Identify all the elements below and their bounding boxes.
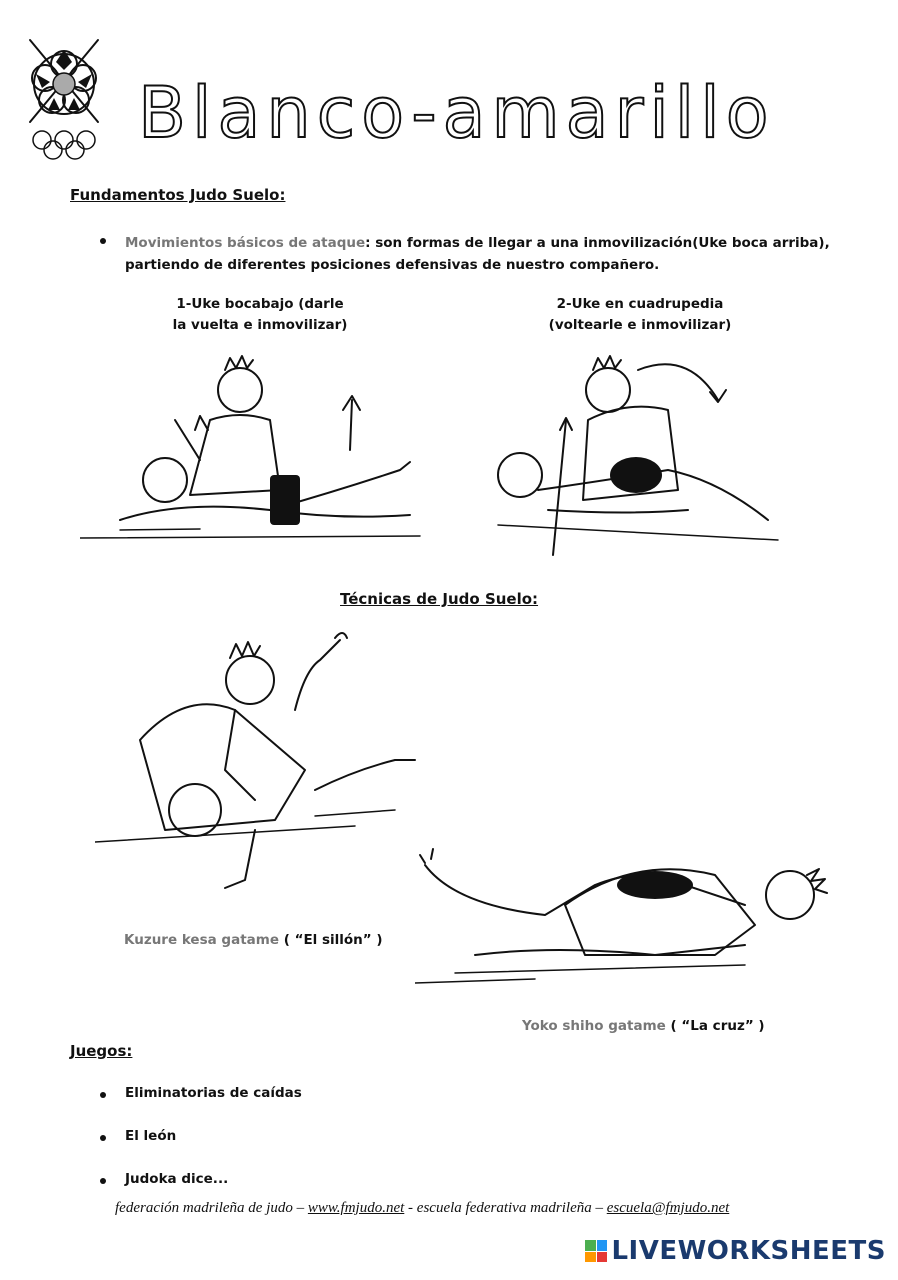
figure1-caption-line1: 1-Uke bocabajo (darle xyxy=(176,296,344,312)
illustration-uke-cuadrupedia xyxy=(488,340,788,560)
illustration-yoko-shiho-gatame xyxy=(415,845,835,1005)
figure1-caption-line2: la vuelta e inmovilizar) xyxy=(172,317,348,333)
section-heading-fundamentos: Fundamentos Judo Suelo: xyxy=(70,186,286,204)
page-title: Blanco-amarillo xyxy=(138,72,775,154)
olympic-rings-icon xyxy=(30,128,100,164)
figure2-caption xyxy=(520,294,760,336)
section-heading-juegos: Juegos: xyxy=(70,1042,133,1060)
bullet-marker xyxy=(100,1135,106,1141)
technique1-alias: ( “El sillón” ) xyxy=(283,932,383,948)
technique1-name: Kuzure kesa gatame xyxy=(124,932,279,948)
description-line1: : son formas de llegar a una inmovilización(Uke boca arriba), xyxy=(365,235,830,251)
bullet-marker xyxy=(100,1178,106,1184)
term-movimientos: Movimientos básicos de ataque xyxy=(125,235,366,251)
bullet-marker xyxy=(100,238,106,244)
juego-item-3: Judoka dice... xyxy=(125,1171,229,1187)
watermark-text: LIVEWORKSHEETS xyxy=(611,1236,886,1266)
liveworksheets-logo-icon xyxy=(585,1240,607,1262)
illustration-kuzure-kesa-gatame xyxy=(95,620,435,900)
technique-kuzure-kesa-gatame xyxy=(124,932,383,948)
juego-item-1: Eliminatorias de caídas xyxy=(125,1085,302,1101)
section-heading-tecnicas: Técnicas de Judo Suelo: xyxy=(340,590,539,608)
juego-item-2: El león xyxy=(125,1128,177,1144)
figure1-caption xyxy=(140,294,380,336)
description-line2: partiendo de diferentes posiciones defensivas de nuestro compañero. xyxy=(125,257,660,273)
footer-text-1: federación madrileña de judo – xyxy=(115,1200,308,1216)
figure2-caption-line2: (voltearle e inmovilizar) xyxy=(548,317,732,333)
footer-link-email[interactable]: escuela@fmjudo.net xyxy=(606,1200,730,1216)
figure2-caption-line1: 2-Uke en cuadrupedia xyxy=(556,296,724,312)
illustration-uke-bocabajo xyxy=(80,340,430,550)
technique-yoko-shiho-gatame xyxy=(522,1018,765,1034)
technique2-name: Yoko shiho gatame xyxy=(522,1018,666,1034)
fundamentos-description xyxy=(125,232,831,276)
liveworksheets-watermark xyxy=(585,1236,886,1266)
bullet-marker xyxy=(100,1092,106,1098)
footer xyxy=(115,1200,729,1217)
footer-text-2: - escuela federativa madrileña – xyxy=(404,1200,607,1216)
footer-link-website[interactable]: www.fmjudo.net xyxy=(307,1200,405,1216)
technique2-alias: ( “La cruz” ) xyxy=(670,1018,765,1034)
